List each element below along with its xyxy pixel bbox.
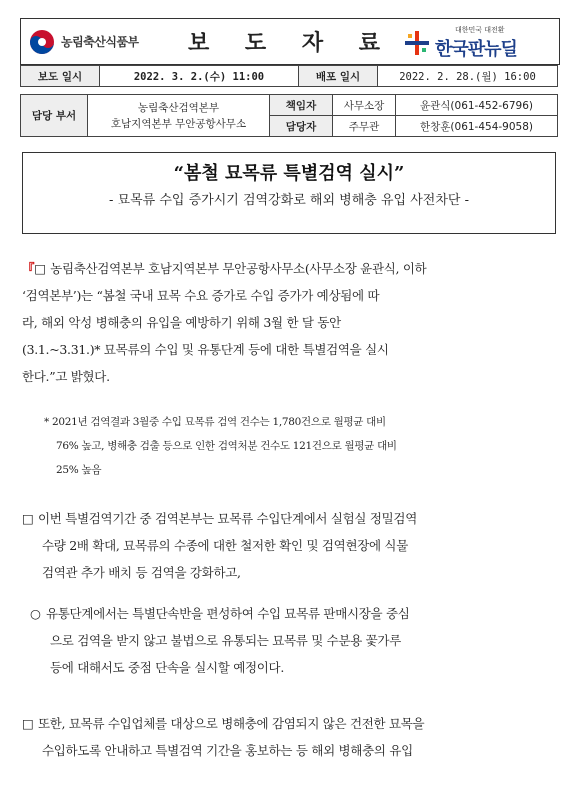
new-deal-name: 한국판뉴딜 <box>435 39 517 60</box>
dist-date-label: 배포 일시 <box>299 66 378 87</box>
p4-line-0: 또한, 묘목류 수입업체를 대상으로 병해충에 감염되지 않은 건전한 묘목을 <box>38 716 425 731</box>
release-info-table <box>20 65 558 87</box>
main-title: “봄철 묘목류 특별검역 실시” <box>173 163 405 184</box>
p4-line-1: 수입하도록 안내하고 특별검역 기간을 홍보하는 등 해외 병해충의 유입 <box>42 743 413 758</box>
footnote <box>44 410 544 482</box>
p1-line-4: 한다.”고 밝혔다. <box>22 369 110 384</box>
p1-line-1: ‘검역본부’)는 “봄철 국내 묘목 수요 증가로 수입 증가가 예상됨에 따 <box>22 288 380 303</box>
square-bullet-icon: □ <box>34 261 46 276</box>
staff-name: 한창훈(061-454-9058) <box>396 116 558 137</box>
sub-title: - 묘목류 수입 증가시기 검역강화로 해외 병해충 유입 사전차단 - <box>109 193 469 208</box>
report-date-label: 보도 일시 <box>21 66 100 87</box>
dept-name <box>88 95 270 137</box>
resp-label: 책임자 <box>270 95 333 116</box>
p1-line-2: 라, 해외 악성 병해충의 유입을 예방하기 위해 3월 한 달 동안 <box>22 315 341 330</box>
note-line-2: 25% 높음 <box>56 464 102 476</box>
p3-line-2: 등에 대해서도 중점 단속을 실시할 예정이다. <box>50 660 284 675</box>
paragraph-3 <box>30 600 550 681</box>
square-bullet-icon: □ <box>22 716 34 731</box>
dist-date: 2022. 2. 28.(월) 16:00 <box>378 66 558 87</box>
p3-line-1: 으로 검역을 받지 않고 불법으로 유통되는 묘목류 및 수분용 꽃가루 <box>50 633 401 648</box>
paragraph-1 <box>22 255 542 390</box>
org-name: 농림축산식품부 <box>61 35 139 49</box>
new-deal-logo <box>403 23 553 61</box>
square-bullet-icon: □ <box>22 511 34 526</box>
dept-line1: 농림축산검역본부 <box>137 101 220 114</box>
press-title: 보 도 자 료 <box>188 30 394 56</box>
new-deal-tagline: 대한민국 대전환 <box>455 26 505 34</box>
press-header <box>20 18 560 65</box>
department-table <box>20 94 558 137</box>
report-date: 2022. 3. 2.(수) 11:00 <box>100 66 299 87</box>
taeguk-icon <box>29 29 55 55</box>
p3-line-0: 유통단계에서는 특별단속반을 편성하여 수입 묘목류 판매시장을 중심 <box>46 606 410 621</box>
ministry-logo <box>21 19 181 64</box>
dept-label: 담당 부서 <box>21 95 88 137</box>
headline-box <box>22 152 556 234</box>
paragraph-2 <box>22 505 542 586</box>
p1-line-3: (3.1.~3.31.)* 묘목류의 수입 및 유통단계 등에 대한 특별검역을 실시 <box>22 342 389 357</box>
note-line-1: 76% 높고, 병해충 검출 등으로 인한 검역처분 건수도 121건으로 월평균 대비 <box>56 440 397 452</box>
p2-line-1: 수량 2배 확대, 묘목류의 수종에 대한 철저한 확인 및 검역현장에 식물 <box>42 538 408 553</box>
paragraph-4 <box>22 710 542 764</box>
staff-title: 주무관 <box>333 116 396 137</box>
p2-line-2: 검역관 추가 배치 등 검역을 강화하고, <box>42 565 241 580</box>
resp-name: 윤관식(061-452-6796) <box>396 95 558 116</box>
p2-line-0: 이번 특별검역기간 중 검역본부는 묘목류 수입단계에서 실험실 정밀검역 <box>38 511 417 526</box>
circle-bullet-icon: ○ <box>30 606 41 621</box>
dept-line2: 호남지역본부 무안공항사무소 <box>110 117 247 130</box>
note-line-0: * 2021년 검역결과 3월중 수입 묘목류 검역 건수는 1,780건으로 월평균 대비 <box>44 416 386 428</box>
p1-line-0: 농림축산검역본부 호남지역본부 무안공항사무소(사무소장 윤관식, 이하 <box>50 261 427 276</box>
staff-label: 담당자 <box>270 116 333 137</box>
resp-title: 사무소장 <box>333 95 396 116</box>
red-quote-mark: 『 <box>22 261 35 276</box>
new-deal-mark-icon <box>403 29 431 57</box>
